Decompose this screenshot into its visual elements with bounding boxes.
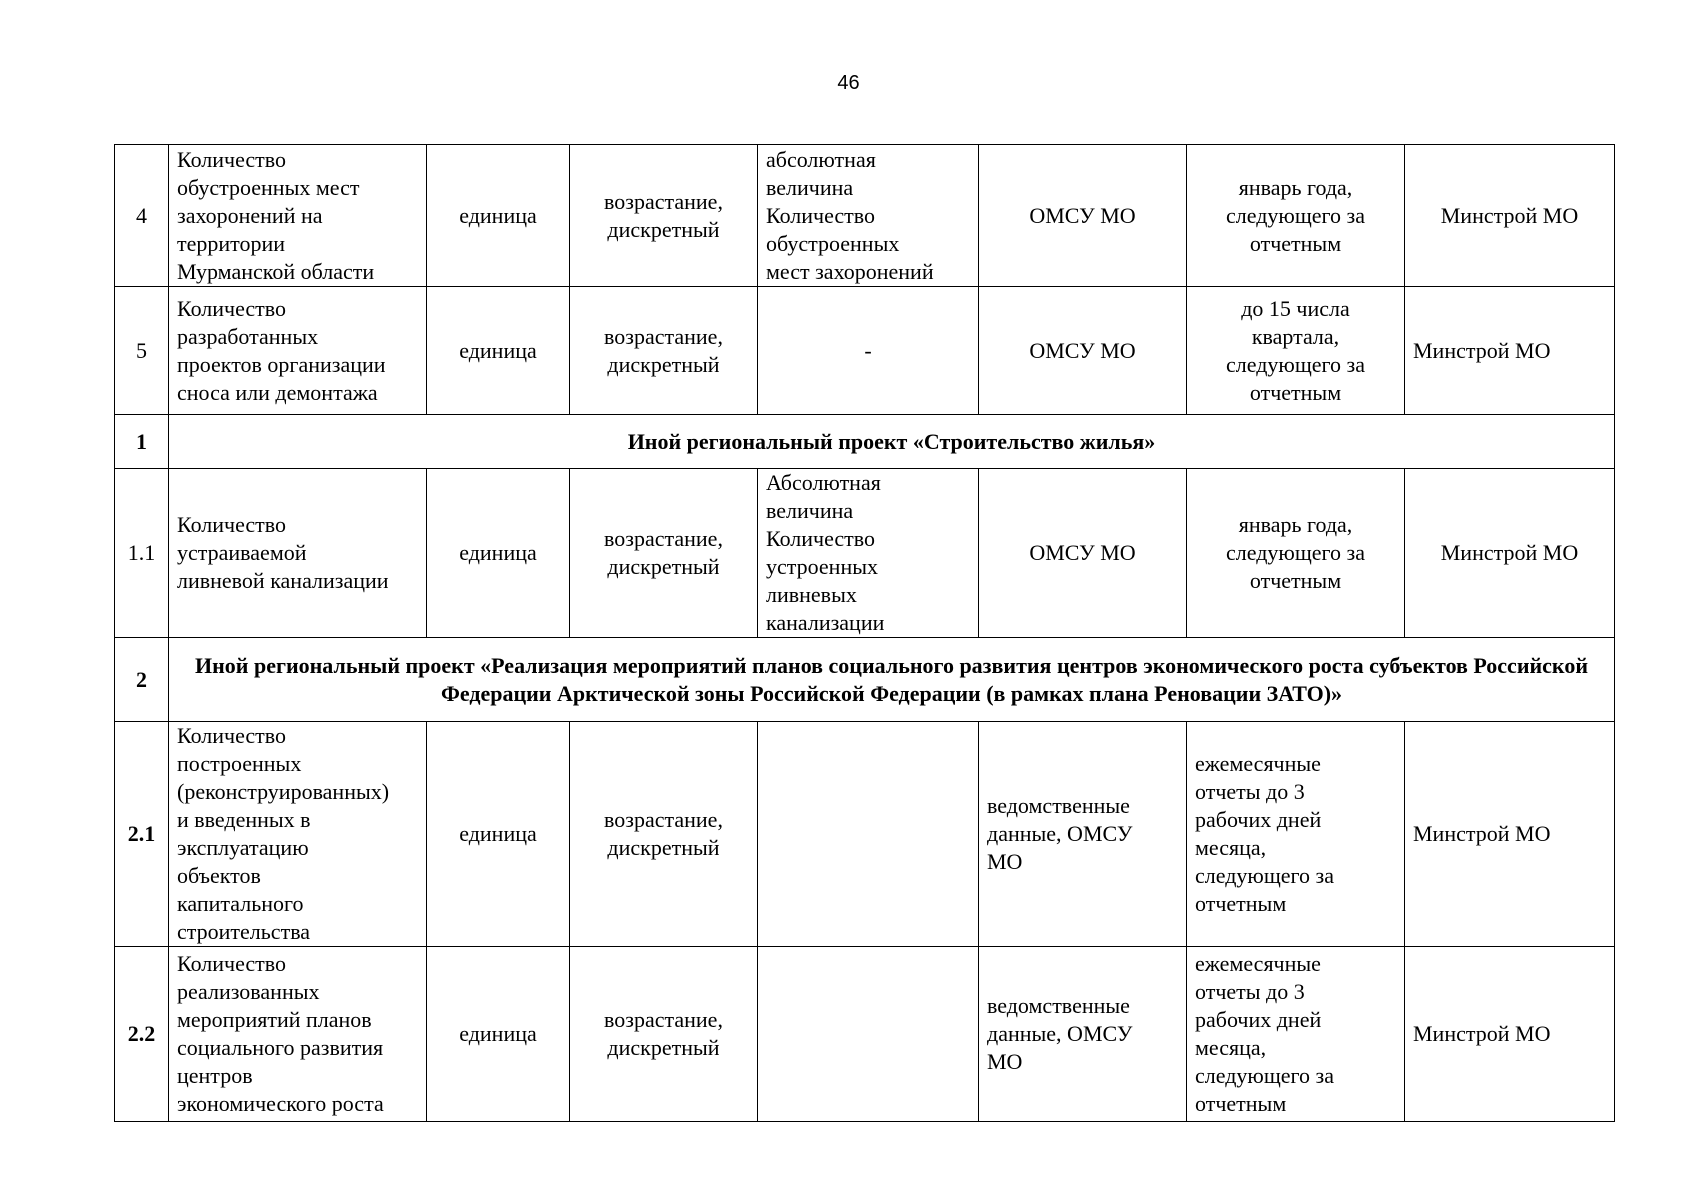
trend-cell: возрастание, дискретный — [570, 722, 758, 947]
table-row — [115, 469, 1615, 638]
section-row — [115, 415, 1615, 469]
unit-cell: единица — [427, 145, 570, 287]
row-number-cell: 4 — [115, 145, 169, 287]
period-cell: январь года, следующего за отчетным — [1187, 145, 1405, 287]
page-number: 46 — [837, 72, 860, 94]
source-cell: ведомственные данные, ОМСУ МО — [979, 722, 1187, 947]
responsible-cell: Минстрой МО — [1405, 722, 1615, 947]
row-number-cell: 2.1 — [115, 722, 169, 947]
method-cell: Абсолютная величина Количество устроенных ливневых канализации — [758, 469, 979, 638]
responsible-cell: Минстрой МО — [1405, 469, 1615, 638]
responsible-cell: Минстрой МО — [1405, 145, 1615, 287]
section-title-cell: Иной региональный проект «Реализация мероприятий планов социального развития центров экономического роста субъектов Российской Федерации Арктической зоны Российской Федерации (в рамках плана Реновации ЗАТО)» — [169, 638, 1615, 722]
unit-cell: единица — [427, 469, 570, 638]
period-cell: до 15 числа квартала, следующего за отчетным — [1187, 287, 1405, 415]
indicator-name-cell: Количество построенных (реконструированных) и введенных в эксплуатацию объектов капитального строительства — [169, 722, 427, 947]
section-title-cell: Иной региональный проект «Строительство жилья» — [169, 415, 1615, 469]
table-row — [115, 947, 1615, 1122]
source-cell: ОМСУ МО — [979, 287, 1187, 415]
row-number-cell: 1.1 — [115, 469, 169, 638]
period-cell: ежемесячные отчеты до 3 рабочих дней месяца, следующего за отчетным — [1187, 947, 1405, 1122]
method-cell: абсолютная величина Количество обустроенных мест захоронений — [758, 145, 979, 287]
indicators-table — [114, 144, 1615, 1122]
unit-cell: единица — [427, 947, 570, 1122]
indicator-name-cell: Количество реализованных мероприятий планов социального развития центров экономического роста — [169, 947, 427, 1122]
source-cell: ОМСУ МО — [979, 469, 1187, 638]
trend-cell: возрастание, дискретный — [570, 469, 758, 638]
trend-cell: возрастание, дискретный — [570, 287, 758, 415]
section-number-cell: 2 — [115, 638, 169, 722]
unit-cell: единица — [427, 722, 570, 947]
row-number-cell: 2.2 — [115, 947, 169, 1122]
table-row — [115, 287, 1615, 415]
trend-cell: возрастание, дискретный — [570, 947, 758, 1122]
responsible-cell: Минстрой МО — [1405, 287, 1615, 415]
period-cell: январь года, следующего за отчетным — [1187, 469, 1405, 638]
responsible-cell: Минстрой МО — [1405, 947, 1615, 1122]
indicator-name-cell: Количество разработанных проектов организации сноса или демонтажа — [169, 287, 427, 415]
period-cell: ежемесячные отчеты до 3 рабочих дней месяца, следующего за отчетным — [1187, 722, 1405, 947]
section-row — [115, 638, 1615, 722]
section-number-cell: 1 — [115, 415, 169, 469]
indicator-name-cell: Количество обустроенных мест захоронений на территории Мурманской области — [169, 145, 427, 287]
source-cell: ОМСУ МО — [979, 145, 1187, 287]
table-row — [115, 145, 1615, 287]
trend-cell: возрастание, дискретный — [570, 145, 758, 287]
table-row — [115, 722, 1615, 947]
method-cell: - — [758, 287, 979, 415]
method-cell — [758, 947, 979, 1122]
source-cell: ведомственные данные, ОМСУ МО — [979, 947, 1187, 1122]
unit-cell: единица — [427, 287, 570, 415]
row-number-cell: 5 — [115, 287, 169, 415]
indicator-name-cell: Количество устраиваемой ливневой канализации — [169, 469, 427, 638]
method-cell — [758, 722, 979, 947]
